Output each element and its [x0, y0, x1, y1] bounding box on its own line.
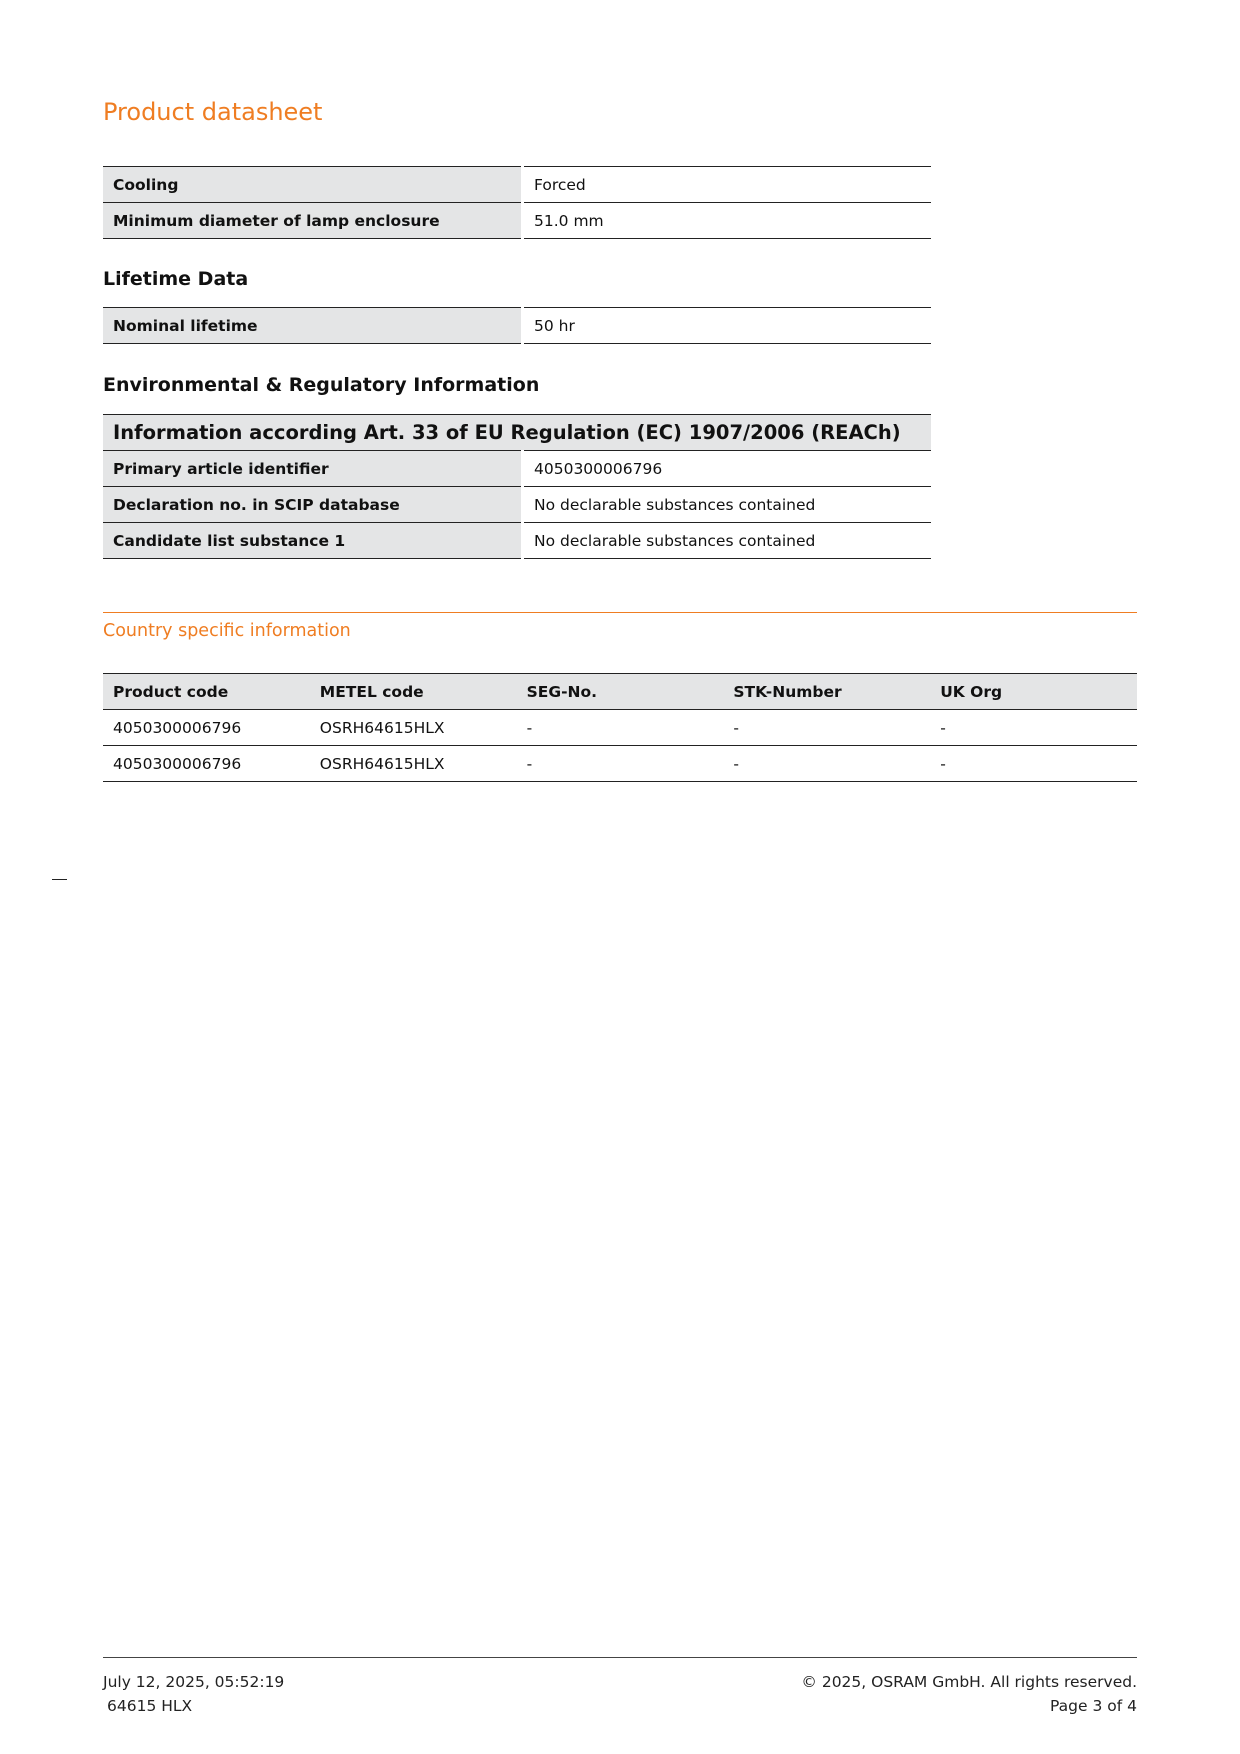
metel-code-cell: OSRH64615HLX — [310, 710, 517, 746]
section-divider — [103, 612, 1137, 613]
primary-article-label: Primary article identifier — [103, 451, 523, 487]
enclosure-diameter-label: Minimum diameter of lamp enclosure — [103, 203, 523, 239]
enclosure-diameter-value: 51.0 mm — [523, 203, 932, 239]
table-row — [103, 487, 931, 523]
nominal-lifetime-value: 50 hr — [523, 308, 932, 344]
country-table — [103, 673, 1137, 782]
table-row — [103, 451, 931, 487]
candidate-substance-value: No declarable substances contained — [523, 523, 932, 559]
footer-timestamp: July 12, 2025, 05:52:19 — [103, 1673, 285, 1691]
nominal-lifetime-label: Nominal lifetime — [103, 308, 523, 344]
column-header-uk-org: UK Org — [930, 674, 1137, 710]
reach-title: Information according Art. 33 of EU Regulation (EC) 1907/2006 (REACh) — [103, 415, 931, 451]
table-row — [103, 167, 931, 203]
column-header-seg-no: SEG-No. — [517, 674, 724, 710]
footer-product: 64615 HLX — [107, 1697, 193, 1715]
metel-code-cell: OSRH64615HLX — [310, 746, 517, 782]
uk-org-cell: - — [930, 710, 1137, 746]
table-row — [103, 746, 1137, 782]
column-header-stk-number: STK-Number — [723, 674, 930, 710]
table-row — [103, 203, 931, 239]
lifetime-table — [103, 307, 931, 344]
cooling-value: Forced — [523, 167, 932, 203]
column-header-product-code: Product code — [103, 674, 310, 710]
general-table — [103, 166, 931, 239]
footer-page-number: Page 3 of 4 — [1050, 1697, 1137, 1715]
product-code-cell: 4050300006796 — [103, 746, 310, 782]
country-heading: Country specific information — [103, 621, 351, 641]
environmental-heading: Environmental & Regulatory Information — [103, 374, 540, 396]
stk-number-cell: - — [723, 710, 930, 746]
footer-divider — [103, 1657, 1137, 1658]
uk-org-cell: - — [930, 746, 1137, 782]
primary-article-value: 4050300006796 — [523, 451, 932, 487]
page-title: Product datasheet — [103, 98, 323, 126]
column-header-metel-code: METEL code — [310, 674, 517, 710]
lifetime-heading: Lifetime Data — [103, 268, 249, 290]
table-row — [103, 308, 931, 344]
reach-table — [103, 414, 931, 559]
table-row — [103, 523, 931, 559]
table-row — [103, 710, 1137, 746]
scip-declaration-label: Declaration no. in SCIP database — [103, 487, 523, 523]
footer-copyright: © 2025, OSRAM GmbH. All rights reserved. — [801, 1673, 1137, 1691]
scip-declaration-value: No declarable substances contained — [523, 487, 932, 523]
candidate-substance-label: Candidate list substance 1 — [103, 523, 523, 559]
product-code-cell: 4050300006796 — [103, 710, 310, 746]
cooling-label: Cooling — [103, 167, 523, 203]
seg-no-cell: - — [517, 746, 724, 782]
table-header-row — [103, 674, 1137, 710]
fold-mark — [52, 879, 67, 880]
stk-number-cell: - — [723, 746, 930, 782]
reach-header-row — [103, 415, 931, 451]
seg-no-cell: - — [517, 710, 724, 746]
